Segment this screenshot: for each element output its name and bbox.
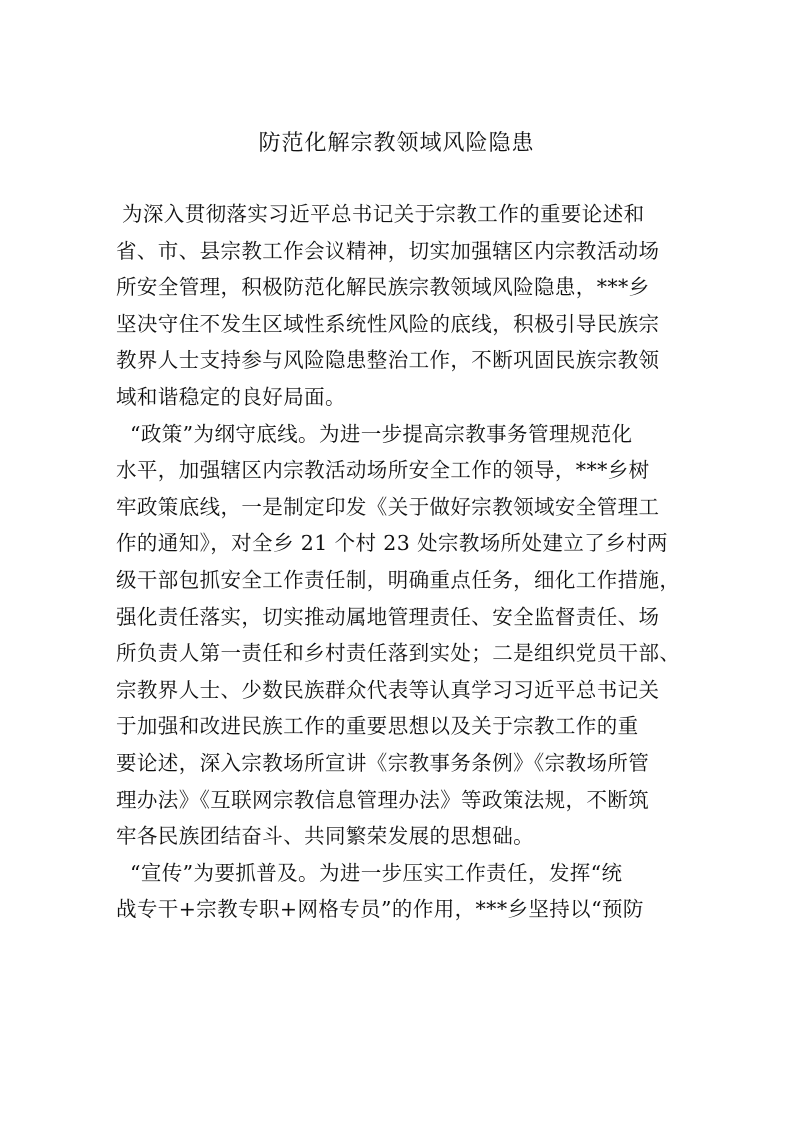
text-line: 强化责任落实，切实推动属地管理责任、安全监督责任、场 <box>116 604 660 629</box>
text-line: 水平，加强辖区内宗教活动场所安全工作的领导，***乡树 <box>116 458 650 483</box>
document-body <box>116 196 682 928</box>
text-line: “政策”为纲守底线。为进一步提高宗教事务管理规范化 <box>130 421 633 446</box>
text-line: 战专干+宗教专职+网格专员”的作用，***乡坚持以“预防 <box>116 897 644 922</box>
text-line: 为深入贯彻落实习近平总书记关于宗教工作的重要论述和 <box>122 202 645 226</box>
paragraph-intro <box>116 196 682 416</box>
text-line: 所负责人第一责任和乡村责任落到实处；二是组织党员干部、 <box>116 641 681 666</box>
text-line: “宣传”为要抓普及。为进一步压实工作责任，发挥“统 <box>130 860 623 885</box>
text-line: 级干部包抓安全工作责任制，明确重点任务，细化工作措施， <box>116 567 681 592</box>
text-line: 宗教界人士、少数民族群众代表等认真学习习近平总书记关 <box>116 677 660 702</box>
text-line: 于加强和改进民族工作的重要思想以及关于宗教工作的重 <box>116 714 639 739</box>
text-line: 牢政策底线，一是制定印发《关于做好宗教领域安全管理工 <box>116 494 660 519</box>
text-line: 省、市、县宗教工作会议精神，切实加强辖区内宗教活动场 <box>116 238 660 263</box>
text-line: 要论述，深入宗教场所宣讲《宗教事务条例》《宗教场所管 <box>116 750 650 775</box>
text-line: 牢各民族团结奋斗、共同繁荣发展的思想础。 <box>116 824 534 849</box>
text-line: 坚决守住不发生区域性系统性风险的底线，积极引导民族宗 <box>116 311 660 336</box>
text-line: 作的通知》，对全乡 21 个村 23 处宗教场所处建立了乡村两 <box>116 531 668 556</box>
text-line: 域和谐稳定的良好局面。 <box>116 384 346 409</box>
document-title: 防范化解宗教领域风险隐患 <box>258 131 535 156</box>
text-line: 理办法》《互联网宗教信息管理办法》等政策法规，不断筑 <box>116 787 650 812</box>
paragraph-publicity <box>116 855 682 928</box>
paragraph-policy <box>116 416 682 855</box>
text-line: 所安全管理，积极防范化解民族宗教领域风险隐患，***乡 <box>116 275 650 300</box>
text-line: 教界人士支持参与风险隐患整治工作，不断巩固民族宗教领 <box>116 348 660 373</box>
